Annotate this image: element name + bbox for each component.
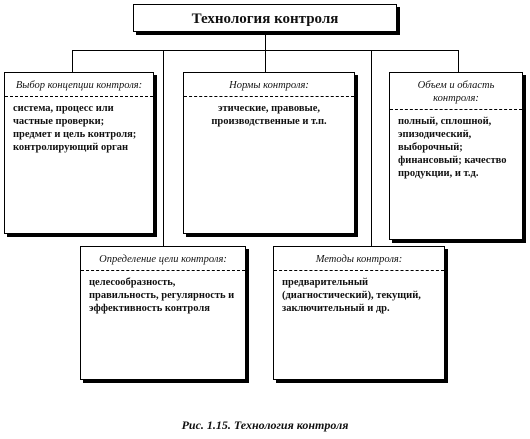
node-concept-choice xyxy=(4,72,154,234)
node-scope-heading: Объем и область контроля: xyxy=(390,73,522,110)
node-norms xyxy=(183,72,355,234)
diagram-title: Технология контроля xyxy=(133,4,397,32)
connector-to-scope xyxy=(458,50,459,72)
node-methods xyxy=(273,246,445,380)
connector-title-down xyxy=(265,35,266,50)
figure-caption: Рис. 1.15. Технология контроля xyxy=(181,418,349,432)
node-goal-definition-body: целесообразность, правильность, регулярность и эффективность контроля xyxy=(89,277,235,314)
connector-to-methods xyxy=(371,50,372,246)
node-methods-body: предварительный (диагностический), текущий, заключительный и др. xyxy=(282,277,421,314)
node-scope xyxy=(389,72,523,240)
connector-to-choice xyxy=(72,50,73,72)
node-goal-definition xyxy=(80,246,246,380)
node-concept-choice-heading: Выбор концепции контроля: xyxy=(5,73,153,97)
node-norms-heading: Нормы контроля: xyxy=(184,73,354,97)
node-concept-choice-body: система, процесс или частные проверки; предмет и цель контроля; контролирующий орган xyxy=(13,103,137,153)
node-scope-body: полный, сплошной, эпизодический, выборочный; финансовый; качество продукции, и т.д. xyxy=(398,116,507,179)
connector-to-goals xyxy=(163,50,164,246)
node-norms-body: этические, правовые, производственные и т.п. xyxy=(211,103,327,127)
connector-to-norms xyxy=(265,50,266,72)
node-methods-heading: Методы контроля: xyxy=(274,247,444,271)
node-goal-definition-heading: Определение цели контроля: xyxy=(81,247,245,271)
